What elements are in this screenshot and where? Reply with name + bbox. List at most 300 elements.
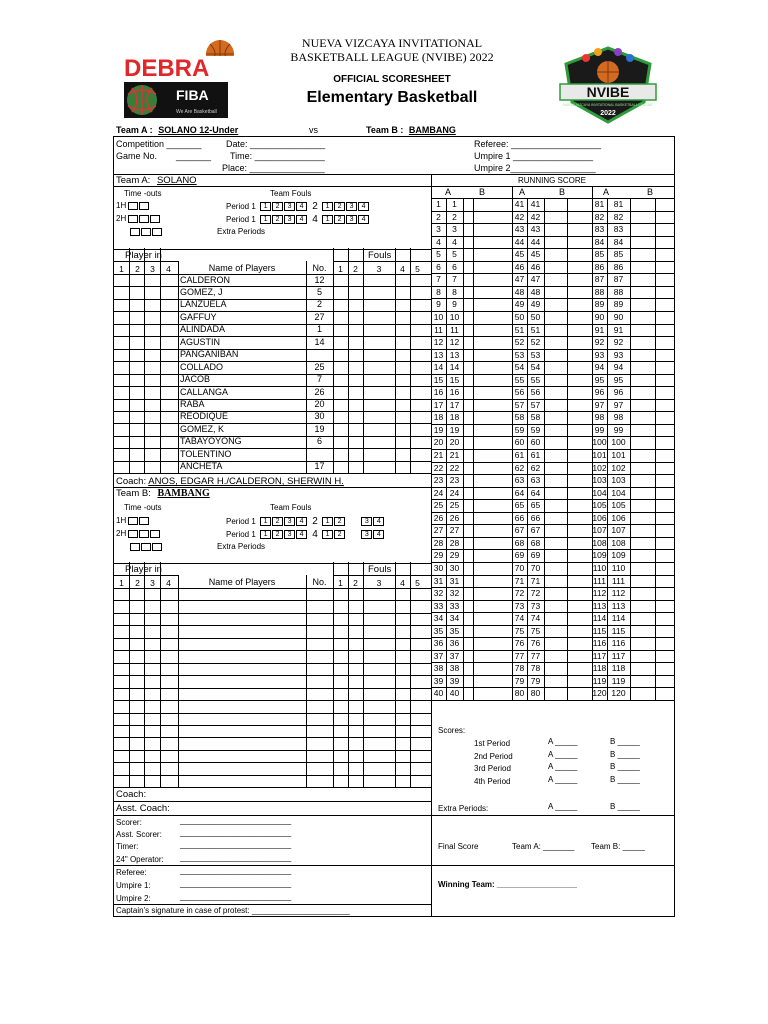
running-score-number[interactable]: 28 [449, 537, 460, 548]
running-score-number[interactable]: 38 [433, 663, 444, 674]
running-score-number[interactable]: 93 [594, 349, 605, 360]
running-score-number[interactable]: 86 [613, 261, 624, 272]
running-score-number[interactable]: 95 [613, 374, 624, 385]
running-score-number[interactable]: 21 [449, 450, 460, 460]
running-score-number[interactable]: 35 [449, 625, 460, 636]
extra-b[interactable]: B _____ [610, 802, 640, 811]
asst-scorer-line[interactable]: _________________________ [180, 828, 292, 837]
running-score-number[interactable]: 34 [449, 613, 460, 624]
running-score-number[interactable]: 98 [613, 412, 624, 423]
running-score-number[interactable]: 12 [449, 337, 460, 348]
running-score-number[interactable]: 59 [530, 424, 541, 435]
timeout-box[interactable] [139, 215, 149, 223]
running-score-number[interactable]: 89 [594, 299, 605, 310]
competition-field[interactable]: Competition _______ [116, 139, 202, 149]
running-score-number[interactable]: 87 [594, 274, 605, 285]
running-score-number[interactable]: 88 [613, 286, 624, 297]
running-score-number[interactable]: 108 [611, 537, 626, 548]
timeout-box[interactable] [130, 543, 140, 551]
running-score-number[interactable]: 43 [514, 224, 525, 235]
team-foul-box[interactable]: 3 [284, 202, 295, 211]
running-score-number[interactable]: 85 [594, 249, 605, 260]
running-score-number[interactable]: 27 [433, 525, 444, 536]
running-score-number[interactable]: 115 [611, 625, 626, 636]
running-score-number[interactable]: 82 [594, 211, 605, 222]
team-foul-box[interactable]: 1 [260, 517, 271, 526]
running-score-number[interactable]: 60 [530, 437, 541, 448]
final-score-a[interactable]: Team A: _______ [512, 842, 575, 851]
team-foul-box[interactable]: 4 [296, 517, 307, 526]
running-score-number[interactable]: 1 [436, 199, 441, 209]
running-score-number[interactable]: 75 [530, 625, 541, 636]
running-score-number[interactable]: 9 [452, 299, 457, 310]
running-score-number[interactable]: 52 [514, 337, 525, 348]
running-score-number[interactable]: 62 [514, 462, 525, 473]
running-score-number[interactable]: 72 [530, 588, 541, 599]
team-foul-box[interactable]: 3 [361, 530, 372, 539]
team-foul-box[interactable]: 3 [284, 215, 295, 224]
running-score-number[interactable]: 69 [530, 550, 541, 561]
running-score-number[interactable]: 18 [449, 412, 460, 423]
running-score-number[interactable]: 107 [592, 525, 607, 536]
team-foul-box[interactable]: 4 [358, 215, 369, 224]
running-score-number[interactable]: 104 [611, 487, 626, 498]
running-score-number[interactable]: 63 [514, 475, 525, 486]
running-score-number[interactable]: 114 [611, 613, 626, 624]
running-score-number[interactable]: 57 [530, 399, 541, 410]
running-score-number[interactable]: 103 [611, 475, 626, 486]
period-3-a[interactable]: A _____ [548, 762, 578, 771]
running-score-number[interactable]: 96 [594, 387, 605, 398]
running-score-number[interactable]: 84 [613, 236, 624, 247]
running-score-number[interactable]: 1 [452, 199, 457, 209]
running-score-number[interactable]: 56 [530, 387, 541, 398]
team-foul-box[interactable]: 4 [296, 530, 307, 539]
running-score-number[interactable]: 2 [436, 211, 441, 222]
team-foul-box[interactable]: 2 [272, 202, 283, 211]
running-score-number[interactable]: 22 [433, 462, 444, 473]
timeout-box[interactable] [128, 517, 138, 525]
running-score-number[interactable]: 83 [594, 224, 605, 235]
team-foul-box[interactable]: 2 [334, 202, 345, 211]
running-score-number[interactable]: 102 [592, 462, 607, 473]
running-score-number[interactable]: 21 [433, 450, 444, 460]
running-score-number[interactable]: 74 [530, 613, 541, 624]
running-score-number[interactable]: 2 [452, 211, 457, 222]
running-score-number[interactable]: 61 [514, 450, 525, 460]
running-score-number[interactable]: 98 [594, 412, 605, 423]
running-score-number[interactable]: 47 [514, 274, 525, 285]
running-score-number[interactable]: 42 [530, 211, 541, 222]
team-foul-box[interactable]: 1 [322, 517, 333, 526]
running-score-number[interactable]: 18 [433, 412, 444, 423]
running-score-number[interactable]: 76 [514, 638, 525, 649]
running-score-number[interactable]: 34 [433, 613, 444, 624]
team-foul-box[interactable]: 4 [296, 202, 307, 211]
running-score-number[interactable]: 72 [514, 588, 525, 599]
running-score-number[interactable]: 99 [594, 424, 605, 435]
running-score-number[interactable]: 102 [611, 462, 626, 473]
timeout-box[interactable] [139, 530, 149, 538]
timeout-box[interactable] [152, 543, 162, 551]
running-score-number[interactable]: 71 [514, 575, 525, 586]
timeout-box[interactable] [152, 228, 162, 236]
running-score-number[interactable]: 86 [594, 261, 605, 272]
team-foul-box[interactable]: 4 [373, 517, 384, 526]
running-score-number[interactable]: 60 [514, 437, 525, 448]
operator-line[interactable]: _________________________ [180, 853, 292, 862]
running-score-number[interactable]: 48 [530, 286, 541, 297]
running-score-number[interactable]: 106 [611, 512, 626, 523]
running-score-number[interactable]: 45 [530, 249, 541, 260]
running-score-number[interactable]: 67 [530, 525, 541, 536]
timeout-box[interactable] [139, 517, 149, 525]
running-score-number[interactable]: 97 [613, 399, 624, 410]
running-score-number[interactable]: 68 [514, 537, 525, 548]
running-score-number[interactable]: 112 [592, 588, 607, 599]
team-foul-box[interactable]: 4 [358, 202, 369, 211]
team-foul-box[interactable]: 1 [260, 202, 271, 211]
team-foul-box[interactable]: 1 [260, 215, 271, 224]
protest-signature[interactable]: Captain's signature in case of protest: ______________________ [116, 906, 350, 915]
running-score-number[interactable]: 116 [592, 638, 607, 649]
team-foul-box[interactable]: 3 [284, 530, 295, 539]
running-score-number[interactable]: 3 [436, 224, 441, 235]
running-score-number[interactable]: 49 [530, 299, 541, 310]
running-score-number[interactable]: 7 [452, 274, 457, 285]
running-score-number[interactable]: 112 [611, 588, 626, 599]
running-score-number[interactable]: 78 [514, 663, 525, 674]
running-score-number[interactable]: 26 [433, 512, 444, 523]
running-score-number[interactable]: 73 [530, 600, 541, 611]
running-score-number[interactable]: 11 [450, 324, 459, 335]
running-score-number[interactable]: 95 [594, 374, 605, 385]
team-foul-box[interactable]: 2 [272, 530, 283, 539]
running-score-number[interactable]: 14 [449, 362, 460, 373]
timeout-box[interactable] [150, 530, 160, 538]
running-score-number[interactable]: 118 [611, 663, 626, 674]
final-score-b[interactable]: Team B: _____ [591, 842, 645, 851]
running-score-number[interactable]: 110 [592, 562, 607, 573]
running-score-number[interactable]: 119 [611, 675, 626, 686]
running-score-number[interactable]: 30 [449, 562, 460, 573]
running-score-number[interactable]: 108 [592, 537, 607, 548]
period-4-b[interactable]: B _____ [610, 775, 640, 784]
timeout-box[interactable] [150, 215, 160, 223]
running-score-number[interactable]: 49 [514, 299, 525, 310]
running-score-number[interactable]: 24 [433, 487, 444, 498]
running-score-number[interactable]: 119 [592, 675, 607, 686]
running-score-number[interactable]: 117 [592, 650, 607, 661]
running-score-number[interactable]: 54 [514, 362, 525, 373]
running-score-number[interactable]: 9 [436, 299, 441, 310]
team-foul-box[interactable]: 4 [296, 215, 307, 224]
extra-a[interactable]: A _____ [548, 802, 578, 811]
timeout-box[interactable] [141, 228, 151, 236]
team-foul-box[interactable]: 4 [373, 530, 384, 539]
running-score-number[interactable]: 8 [436, 286, 441, 297]
running-score-number[interactable]: 69 [514, 550, 525, 561]
running-score-number[interactable]: 97 [594, 399, 605, 410]
timer-line[interactable]: _________________________ [180, 840, 292, 849]
time-field[interactable]: Time: ______________ [230, 151, 325, 161]
timeout-box[interactable] [139, 202, 149, 210]
running-score-number[interactable]: 39 [449, 675, 460, 686]
running-score-number[interactable]: 5 [436, 249, 441, 260]
running-score-number[interactable]: 30 [433, 562, 444, 573]
running-score-number[interactable]: 53 [514, 349, 525, 360]
running-score-number[interactable]: 64 [514, 487, 525, 498]
running-score-number[interactable]: 78 [530, 663, 541, 674]
running-score-number[interactable]: 80 [530, 688, 541, 699]
running-score-number[interactable]: 50 [530, 311, 541, 322]
running-score-number[interactable]: 77 [530, 650, 541, 661]
winning-team[interactable]: Winning Team: __________________ [438, 880, 577, 889]
team-foul-box[interactable]: 3 [346, 202, 357, 211]
game-no-field[interactable]: _______ [176, 151, 212, 161]
running-score-number[interactable]: 89 [613, 299, 624, 310]
period-2-a[interactable]: A _____ [548, 750, 578, 759]
referee-field[interactable]: Referee: __________________ [474, 139, 602, 149]
running-score-number[interactable]: 74 [514, 613, 525, 624]
running-score-number[interactable]: 58 [530, 412, 541, 423]
running-score-number[interactable]: 91 [594, 324, 605, 335]
running-score-number[interactable]: 110 [611, 562, 626, 573]
running-score-number[interactable]: 12 [433, 337, 444, 348]
running-score-number[interactable]: 118 [592, 663, 607, 674]
running-score-number[interactable]: 6 [452, 261, 457, 272]
running-score-number[interactable]: 16 [449, 387, 460, 398]
running-score-number[interactable]: 43 [530, 224, 541, 235]
running-score-number[interactable]: 100 [592, 437, 607, 448]
running-score-number[interactable]: 54 [530, 362, 541, 373]
running-score-number[interactable]: 75 [514, 625, 525, 636]
running-score-number[interactable]: 105 [611, 500, 626, 511]
running-score-number[interactable]: 65 [530, 500, 541, 511]
running-score-number[interactable]: 13 [433, 349, 444, 360]
running-score-number[interactable]: 40 [449, 688, 460, 699]
team-foul-box[interactable]: 1 [322, 202, 333, 211]
team-foul-box[interactable]: 3 [361, 517, 372, 526]
running-score-number[interactable]: 13 [449, 349, 460, 360]
running-score-number[interactable]: 19 [433, 424, 444, 435]
running-score-number[interactable]: 31 [449, 575, 460, 586]
running-score-number[interactable]: 109 [592, 550, 607, 561]
running-score-number[interactable]: 4 [436, 236, 441, 247]
running-score-number[interactable]: 117 [611, 650, 626, 661]
period-3-b[interactable]: B _____ [610, 762, 640, 771]
running-score-number[interactable]: 24 [449, 487, 460, 498]
running-score-number[interactable]: 52 [530, 337, 541, 348]
timeout-box[interactable] [128, 215, 138, 223]
running-score-number[interactable]: 50 [514, 311, 525, 322]
running-score-number[interactable]: 48 [514, 286, 525, 297]
running-score-number[interactable]: 23 [433, 475, 444, 486]
running-score-number[interactable]: 11 [434, 324, 443, 335]
running-score-number[interactable]: 90 [613, 311, 624, 322]
running-score-number[interactable]: 59 [514, 424, 525, 435]
running-score-number[interactable]: 25 [449, 500, 460, 511]
running-score-number[interactable]: 79 [530, 675, 541, 686]
running-score-number[interactable]: 15 [433, 374, 444, 385]
running-score-number[interactable]: 91 [613, 324, 624, 335]
umpire1-field[interactable]: Umpire 1 ________________ [474, 151, 594, 161]
running-score-number[interactable]: 67 [514, 525, 525, 536]
team-foul-box[interactable]: 3 [346, 215, 357, 224]
running-score-number[interactable]: 92 [613, 337, 624, 348]
running-score-number[interactable]: 10 [449, 311, 460, 322]
running-score-number[interactable]: 85 [613, 249, 624, 260]
running-score-number[interactable]: 88 [594, 286, 605, 297]
running-score-number[interactable]: 58 [514, 412, 525, 423]
running-score-number[interactable]: 51 [514, 324, 525, 335]
running-score-number[interactable]: 96 [613, 387, 624, 398]
period-2-b[interactable]: B _____ [610, 750, 640, 759]
running-score-number[interactable]: 38 [449, 663, 460, 674]
running-score-number[interactable]: 76 [530, 638, 541, 649]
running-score-number[interactable]: 20 [449, 437, 460, 448]
running-score-number[interactable]: 15 [449, 374, 460, 385]
running-score-number[interactable]: 81 [613, 199, 624, 209]
team-foul-box[interactable]: 1 [260, 530, 271, 539]
running-score-number[interactable]: 40 [433, 688, 444, 699]
running-score-number[interactable]: 23 [449, 475, 460, 486]
scorer-line[interactable]: _________________________ [180, 816, 292, 825]
running-score-number[interactable]: 51 [530, 324, 541, 335]
place-field[interactable]: Place: _______________ [222, 163, 325, 173]
running-score-number[interactable]: 81 [594, 199, 605, 209]
team-foul-box[interactable]: 1 [322, 215, 333, 224]
timeout-box[interactable] [130, 228, 140, 236]
timeout-box[interactable] [141, 543, 151, 551]
running-score-number[interactable]: 10 [433, 311, 444, 322]
running-score-number[interactable]: 29 [449, 550, 460, 561]
team-foul-box[interactable]: 2 [334, 215, 345, 224]
running-score-number[interactable]: 103 [592, 475, 607, 486]
running-score-number[interactable]: 104 [592, 487, 607, 498]
running-score-number[interactable]: 44 [514, 236, 525, 247]
running-score-number[interactable]: 7 [436, 274, 441, 285]
running-score-number[interactable]: 17 [449, 399, 460, 410]
running-score-number[interactable]: 37 [433, 650, 444, 661]
running-score-number[interactable]: 114 [592, 613, 607, 624]
running-score-number[interactable]: 61 [530, 450, 541, 460]
date-field[interactable]: Date: _______________ [226, 139, 326, 149]
umpire2-line[interactable]: _________________________ [180, 892, 292, 901]
running-score-number[interactable]: 120 [592, 688, 607, 699]
running-score-number[interactable]: 32 [433, 588, 444, 599]
running-score-number[interactable]: 36 [433, 638, 444, 649]
running-score-number[interactable]: 73 [514, 600, 525, 611]
running-score-number[interactable]: 56 [514, 387, 525, 398]
running-score-number[interactable]: 33 [449, 600, 460, 611]
running-score-number[interactable]: 37 [449, 650, 460, 661]
running-score-number[interactable]: 53 [530, 349, 541, 360]
running-score-number[interactable]: 87 [613, 274, 624, 285]
running-score-number[interactable]: 16 [433, 387, 444, 398]
running-score-number[interactable]: 83 [613, 224, 624, 235]
running-score-number[interactable]: 44 [530, 236, 541, 247]
running-score-number[interactable]: 113 [592, 600, 607, 611]
running-score-number[interactable]: 94 [594, 362, 605, 373]
running-score-number[interactable]: 90 [594, 311, 605, 322]
running-score-number[interactable]: 55 [514, 374, 525, 385]
running-score-number[interactable]: 8 [452, 286, 457, 297]
running-score-number[interactable]: 46 [530, 261, 541, 272]
running-score-number[interactable]: 42 [514, 211, 525, 222]
running-score-number[interactable]: 3 [452, 224, 457, 235]
period-1-a[interactable]: A _____ [548, 737, 578, 746]
running-score-number[interactable]: 55 [530, 374, 541, 385]
running-score-number[interactable]: 66 [530, 512, 541, 523]
running-score-number[interactable]: 6 [436, 261, 441, 272]
running-score-number[interactable]: 79 [514, 675, 525, 686]
running-score-number[interactable]: 70 [530, 562, 541, 573]
running-score-number[interactable]: 36 [449, 638, 460, 649]
running-score-number[interactable]: 31 [433, 575, 444, 586]
running-score-number[interactable]: 70 [514, 562, 525, 573]
running-score-number[interactable]: 113 [611, 600, 626, 611]
timeout-box[interactable] [128, 530, 138, 538]
running-score-number[interactable]: 17 [433, 399, 444, 410]
running-score-number[interactable]: 39 [433, 675, 444, 686]
running-score-number[interactable]: 101 [592, 450, 607, 460]
running-score-number[interactable]: 116 [611, 638, 626, 649]
timeout-box[interactable] [128, 202, 138, 210]
period-4-a[interactable]: A _____ [548, 775, 578, 784]
running-score-number[interactable]: 5 [452, 249, 457, 260]
running-score-number[interactable]: 94 [613, 362, 624, 373]
running-score-number[interactable]: 46 [514, 261, 525, 272]
running-score-number[interactable]: 100 [611, 437, 626, 448]
running-score-number[interactable]: 115 [592, 625, 607, 636]
running-score-number[interactable]: 101 [611, 450, 626, 460]
running-score-number[interactable]: 32 [449, 588, 460, 599]
running-score-number[interactable]: 111 [593, 575, 606, 586]
running-score-number[interactable]: 63 [530, 475, 541, 486]
running-score-number[interactable]: 99 [613, 424, 624, 435]
running-score-number[interactable]: 27 [449, 525, 460, 536]
running-score-number[interactable]: 93 [613, 349, 624, 360]
team-foul-box[interactable]: 2 [272, 215, 283, 224]
running-score-number[interactable]: 41 [530, 199, 541, 209]
running-score-number[interactable]: 57 [514, 399, 525, 410]
team-foul-box[interactable]: 2 [272, 517, 283, 526]
running-score-number[interactable]: 14 [433, 362, 444, 373]
umpire1-line[interactable]: _________________________ [180, 879, 292, 888]
running-score-number[interactable]: 65 [514, 500, 525, 511]
running-score-number[interactable]: 106 [592, 512, 607, 523]
running-score-number[interactable]: 71 [530, 575, 541, 586]
running-score-number[interactable]: 22 [449, 462, 460, 473]
running-score-number[interactable]: 47 [530, 274, 541, 285]
running-score-number[interactable]: 66 [514, 512, 525, 523]
team-foul-box[interactable]: 2 [334, 530, 345, 539]
period-1-b[interactable]: B _____ [610, 737, 640, 746]
running-score-number[interactable]: 82 [613, 211, 624, 222]
running-score-number[interactable]: 45 [514, 249, 525, 260]
running-score-number[interactable]: 35 [433, 625, 444, 636]
running-score-number[interactable]: 33 [433, 600, 444, 611]
running-score-number[interactable]: 120 [611, 688, 626, 699]
running-score-number[interactable]: 25 [433, 500, 444, 511]
running-score-number[interactable]: 41 [514, 199, 525, 209]
running-score-number[interactable]: 20 [433, 437, 444, 448]
running-score-number[interactable]: 111 [612, 575, 625, 586]
referee-line[interactable]: _________________________ [180, 866, 292, 875]
running-score-number[interactable]: 29 [433, 550, 444, 561]
running-score-number[interactable]: 68 [530, 537, 541, 548]
